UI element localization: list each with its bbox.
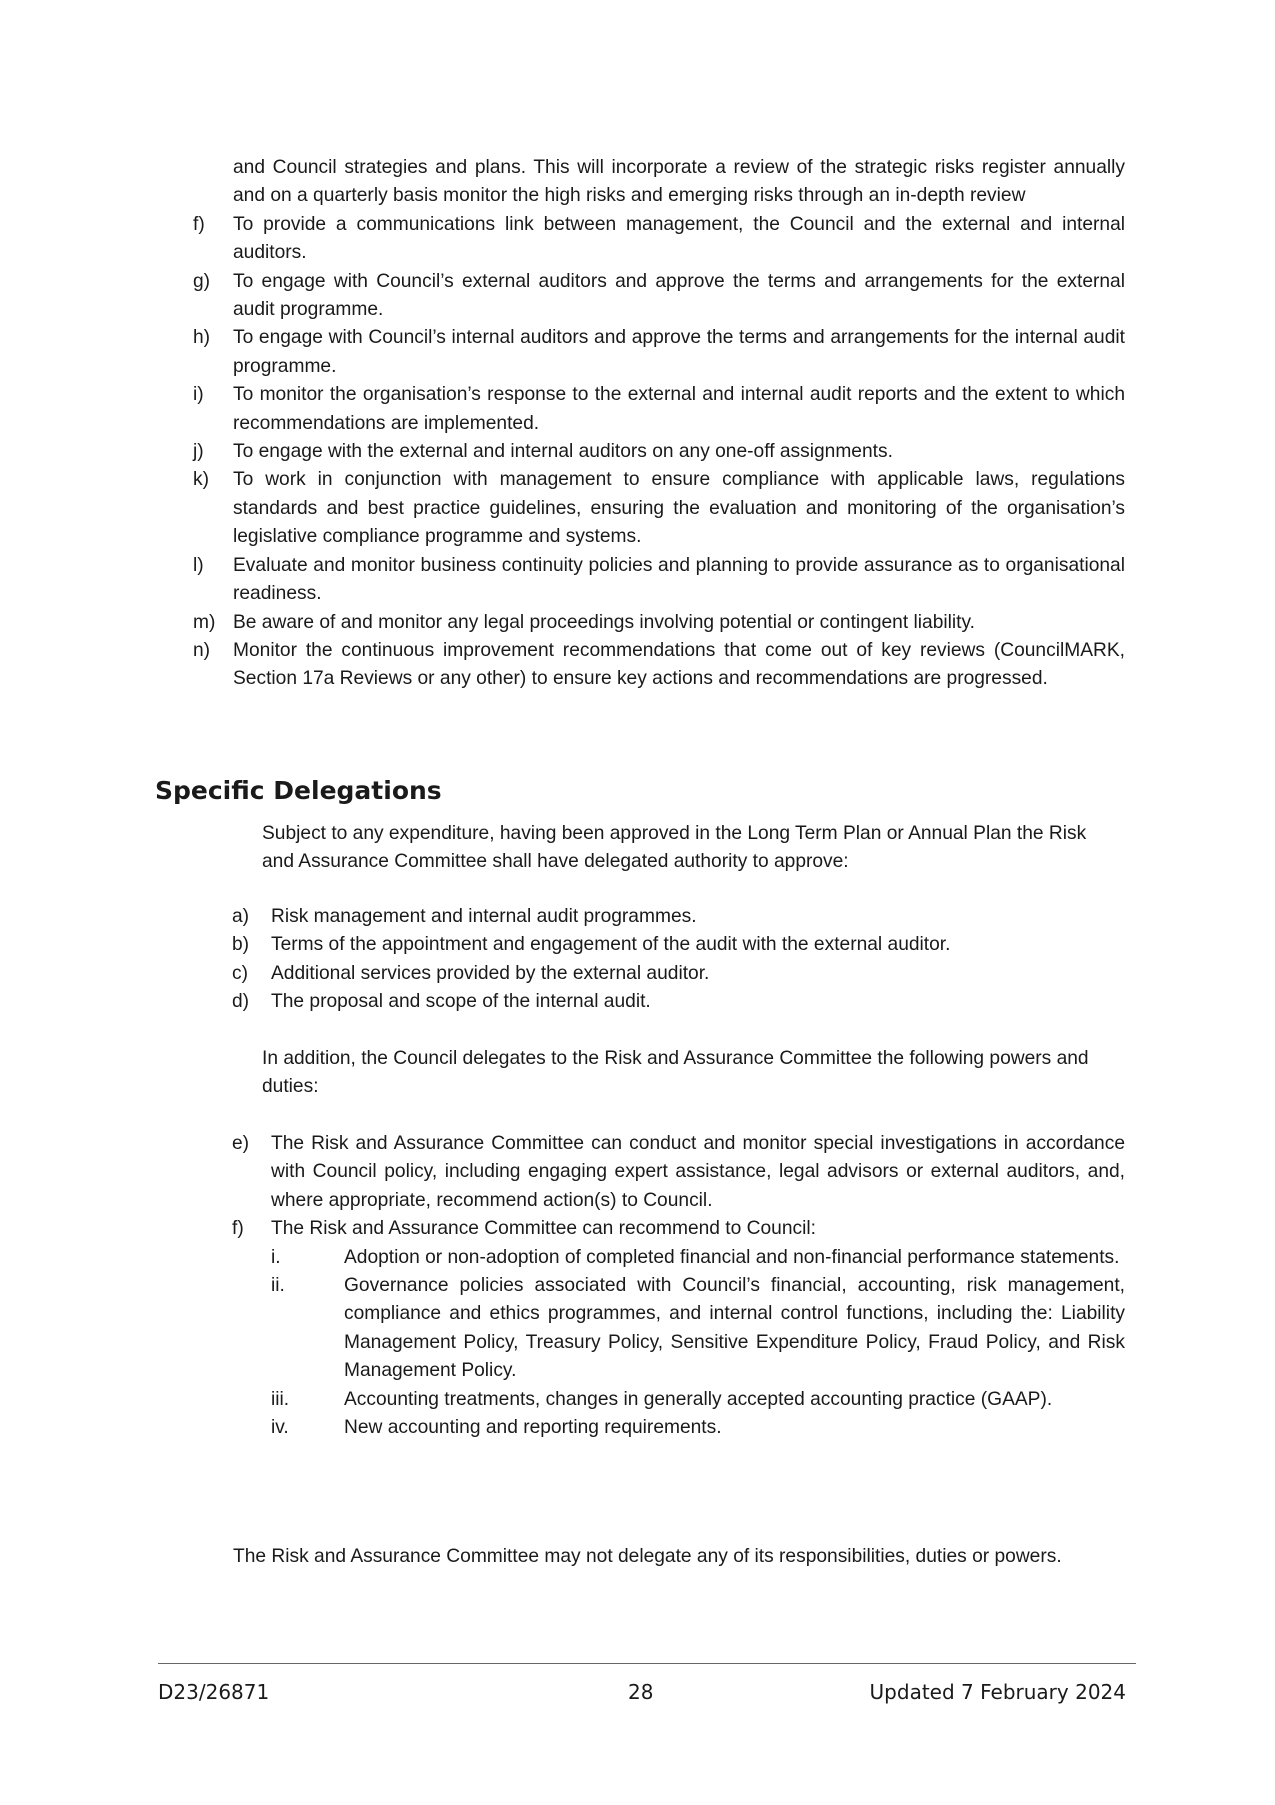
list-item	[232, 1414, 1125, 1442]
list-label: f)	[232, 1218, 244, 1240]
list-label: j)	[193, 441, 204, 463]
list-label: i.	[271, 1246, 281, 1268]
list-label: g)	[193, 270, 211, 292]
list-text: The proposal and scope of the internal audit.	[271, 991, 651, 1013]
list-text: To provide a communications link between management, the Council and the external and internal auditors.	[233, 213, 1125, 264]
continuation-paragraph: and Council strategies and plans. This will incorporate a review of the strategic risks register annually and on a quarterly basis monitor the high risks and emerging risks through an in-depth review	[233, 157, 1125, 207]
list-label: iii.	[271, 1388, 290, 1410]
list-text: Be aware of and monitor any legal proceedings involving potential or contingent liability.	[233, 611, 976, 633]
list-item	[232, 903, 1125, 931]
list-text: Additional services provided by the external auditor.	[271, 962, 710, 984]
footer-updated-date: Updated 7 February 2024	[869, 1680, 1126, 1704]
recommendations-sublist	[232, 1244, 1125, 1443]
list-item	[193, 438, 1125, 466]
list-item	[193, 324, 1125, 381]
list-text: To monitor the organisation’s response to the external and internal audit reports and the extent to which recommendations are implemented.	[233, 384, 1125, 434]
list-text: The Risk and Assurance Committee can conduct and monitor special investigations in accordance with Council policy, including engaging expert assistance, legal advisors or external auditors, and, where appropriate, recommend action(s) to Council.	[271, 1133, 1125, 1211]
powers-list	[232, 1130, 1125, 1442]
list-text: The Risk and Assurance Committee can recommend to Council:	[271, 1218, 816, 1240]
footer-page-number: 28	[628, 1680, 654, 1704]
list-item	[193, 268, 1125, 325]
list-label: d)	[232, 991, 250, 1013]
list-label: f)	[193, 213, 205, 235]
responsibilities-list	[193, 154, 1125, 694]
list-item	[232, 1244, 1125, 1272]
list-item	[232, 931, 1125, 959]
list-label: ii.	[271, 1275, 285, 1297]
list-item	[232, 960, 1125, 988]
list-item	[193, 609, 1125, 637]
list-item	[232, 1215, 1125, 1243]
list-text: Monitor the continuous improvement recommendations that come out of key reviews (CouncilMARK, Section 17a Reviews or any other) to ensure key actions and recommendations are progressed.	[233, 639, 1125, 690]
list-label: a)	[232, 906, 250, 927]
list-label: b)	[232, 934, 250, 956]
list-label: c)	[232, 962, 248, 984]
list-item	[193, 211, 1125, 268]
section-heading: Specific Delegations	[155, 776, 442, 805]
list-label: k)	[193, 469, 209, 491]
list-text: Terms of the appointment and engagement of the audit with the external auditor.	[271, 934, 951, 956]
list-label: m)	[193, 611, 216, 633]
list-text: Risk management and internal audit programmes.	[271, 906, 697, 927]
list-item	[193, 466, 1125, 551]
list-label: i)	[193, 384, 204, 406]
list-item	[232, 988, 1125, 1016]
list-label: e)	[232, 1133, 250, 1154]
list-text: Accounting treatments, changes in generally accepted accounting practice (GAAP).	[344, 1388, 1053, 1410]
footer-divider	[158, 1663, 1136, 1664]
list-label: h)	[193, 327, 211, 349]
list-text: To engage with the external and internal auditors on any one-off assignments.	[233, 441, 893, 463]
closing-paragraph: The Risk and Assurance Committee may not delegate any of its responsibilities, duties or powers.	[233, 1546, 1062, 1567]
addition-paragraph: In addition, the Council delegates to the Risk and Assurance Committee the following powers and duties:	[262, 1048, 1089, 1098]
list-label: n)	[193, 639, 211, 661]
list-item	[193, 637, 1125, 694]
list-item	[232, 1130, 1125, 1215]
list-text: New accounting and reporting requirements.	[344, 1417, 722, 1439]
approvals-list	[232, 903, 1125, 1017]
list-text: Adoption or non-adoption of completed financial and non-financial performance statements.	[344, 1246, 1120, 1268]
footer-doc-ref: D23/26871	[158, 1680, 270, 1704]
list-text: To engage with Council’s internal auditors and approve the terms and arrangements for the internal audit programme.	[233, 327, 1125, 377]
list-text: Governance policies associated with Council’s financial, accounting, risk management, compliance and ethics programmes, and internal control functions, including the: Liability Management Policy, Treasury Policy, Sensitive Expenditure Policy, Fraud Policy, and Risk Management Policy.	[344, 1275, 1125, 1382]
list-text: Evaluate and monitor business continuity policies and planning to provide assurance as to organisational readiness.	[233, 554, 1125, 605]
intro-paragraph: Subject to any expenditure, having been approved in the Long Term Plan or Annual Plan the Risk and Assurance Committee shall have delegated authority to approve:	[262, 823, 1087, 873]
list-text: To engage with Council’s external auditors and approve the terms and arrangements for the external audit programme.	[233, 270, 1125, 321]
list-item	[232, 1272, 1125, 1386]
list-label: l)	[193, 554, 204, 576]
list-text: To work in conjunction with management to ensure compliance with applicable laws, regulations standards and best practice guidelines, ensuring the evaluation and monitoring of the organisation’s legislative compliance programme and systems.	[233, 469, 1125, 548]
list-item	[232, 1386, 1125, 1414]
list-label: iv.	[271, 1417, 289, 1439]
list-item	[193, 381, 1125, 438]
list-item	[193, 552, 1125, 609]
